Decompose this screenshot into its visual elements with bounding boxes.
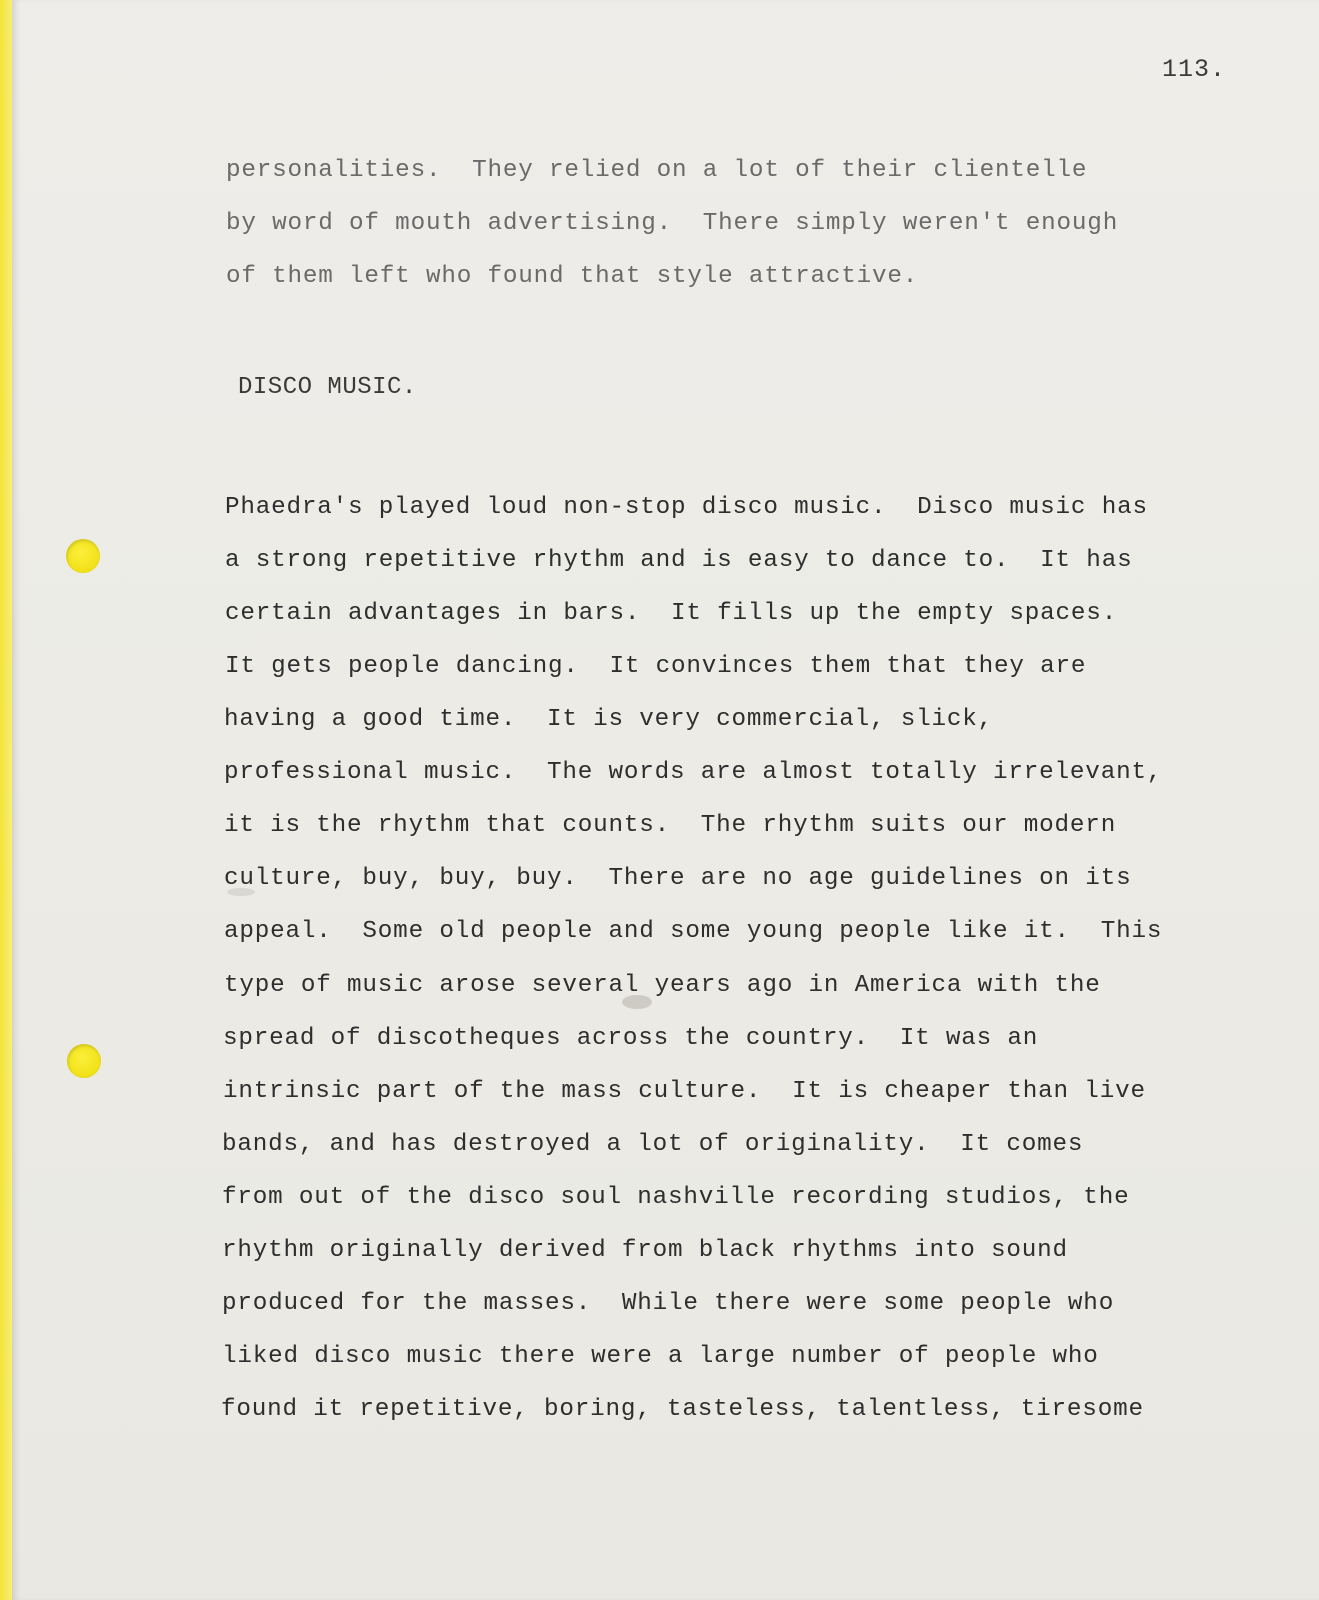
text-line: it is the rhythm that counts. The rhythm suits our modern [224,812,1117,839]
text-line: rhythm originally derived from black rhythms into sound [222,1237,1068,1264]
text-line: culture, buy, buy, buy. There are no age guidelines on its [224,865,1132,892]
page-number: 113. [1162,55,1227,84]
text-line: spread of discotheques across the country. It was an [223,1025,1039,1052]
text-line: found it repetitive, boring, tasteless, talentless, tiresome [221,1396,1144,1423]
text-line: type of music arose several years ago in America with the [224,972,1101,999]
text-line: intrinsic part of the mass culture. It is cheaper than live [223,1078,1146,1105]
text-line: personalities. They relied on a lot of their clientelle [226,157,1088,184]
text-line: appeal. Some old people and some young people like it. This [224,918,1163,945]
text-line: certain advantages in bars. It fills up the empty spaces. [225,600,1118,627]
text-line: bands, and has destroyed a lot of originality. It comes [222,1131,1084,1158]
punch-hole-upper [66,539,100,573]
section-heading: DISCO MUSIC. [238,374,417,401]
text-line: having a good time. It is very commercial, slick, [224,706,994,733]
text-line: produced for the masses. While there were some people who [222,1290,1115,1317]
text-line: a strong repetitive rhythm and is easy to dance to. It has [225,547,1133,574]
punch-hole-lower [67,1044,101,1078]
text-line: of them left who found that style attractive. [226,263,919,290]
binder-edge [0,0,12,1600]
text-line: professional music. The words are almost totally irrelevant, [224,759,1163,786]
text-line: from out of the disco soul nashville recording studios, the [222,1184,1130,1211]
text-line: Phaedra's played loud non-stop disco music. Disco music has [225,494,1148,521]
text-line: by word of mouth advertising. There simply weren't enough [226,210,1119,237]
text-line: liked disco music there were a large number of people who [222,1343,1099,1370]
typed-page [12,0,1319,1600]
text-line: It gets people dancing. It convinces them that they are [225,653,1087,680]
